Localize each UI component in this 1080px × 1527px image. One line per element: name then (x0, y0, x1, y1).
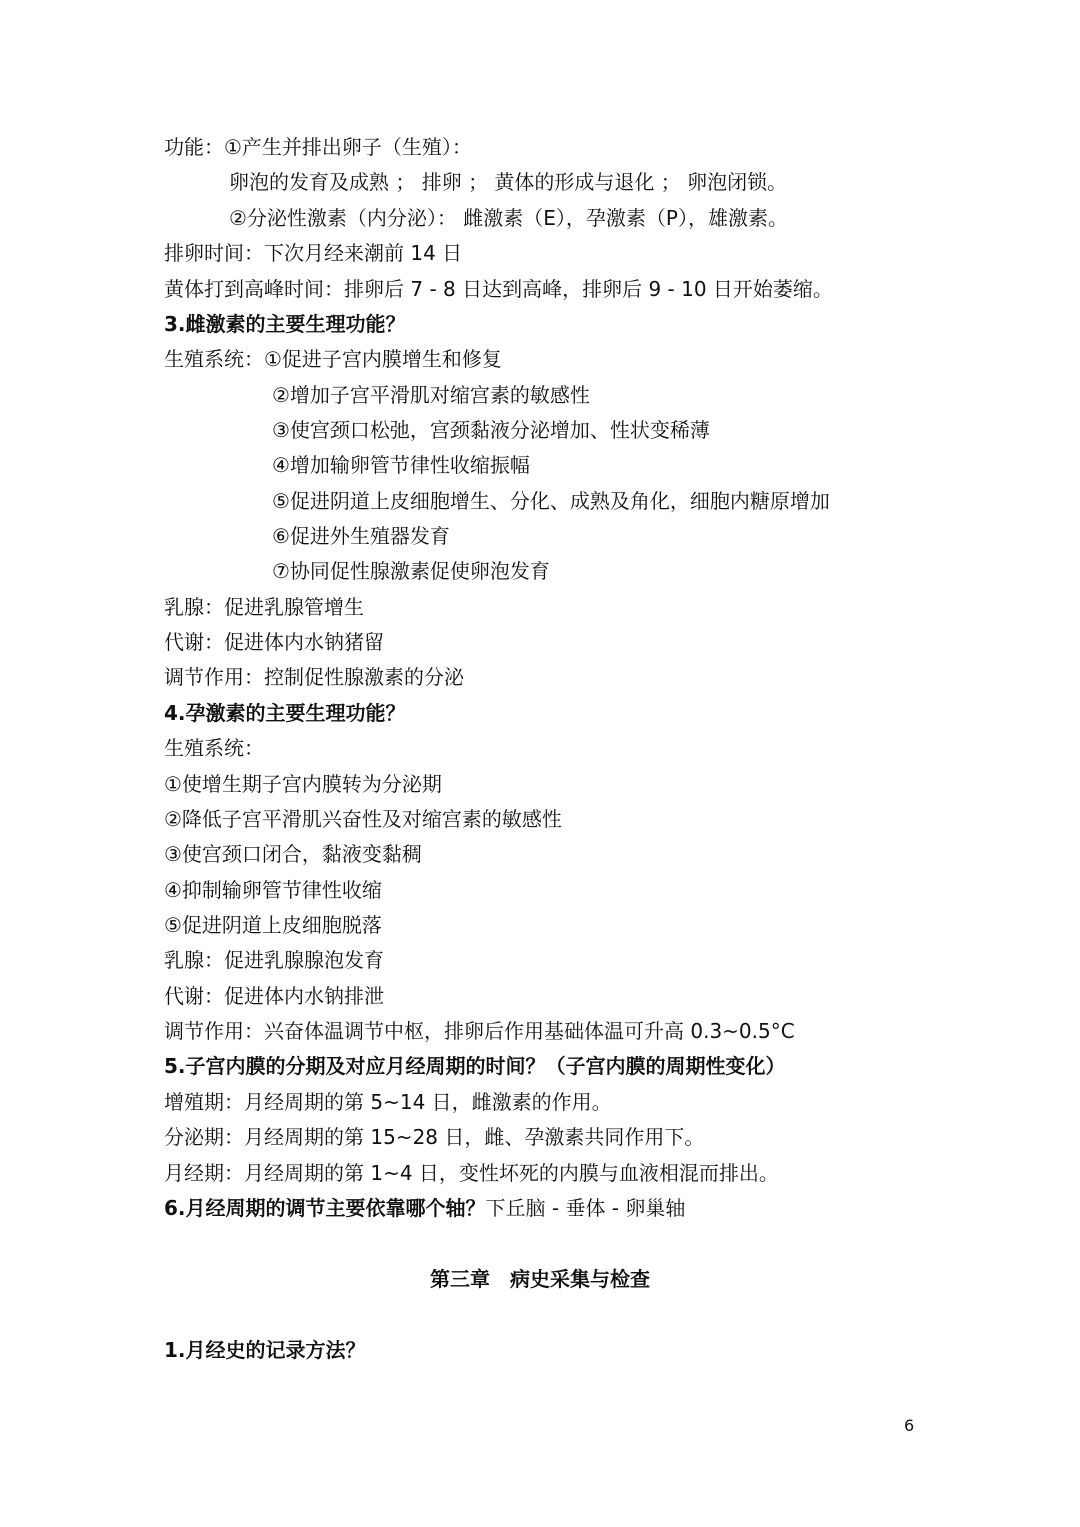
text-line: 代谢：促进体内水钠猪留 (164, 630, 384, 654)
text-line: 黄体打到高峰时间：排卵后 7 - 8 日达到高峰，排卵后 9 - 10 日开始萎缩。 (164, 277, 833, 301)
section-heading: 3.雌激素的主要生理功能？ (164, 312, 406, 336)
text-line (0, 1195, 1080, 1221)
text-line: 代谢：促进体内水钠排泄 (164, 984, 384, 1008)
list-item: ③使宫颈口松弛，宫颈黏液分泌增加、性状变稀薄 (272, 418, 710, 442)
list-item: ④抑制输卵管节律性收缩 (164, 878, 382, 902)
list-item: ⑥促进外生殖器发育 (272, 524, 450, 548)
text-line: 调节作用：控制促性腺激素的分泌 (164, 665, 464, 689)
section-heading: 5.子宫内膜的分期及对应月经周期的时间？（子宫内膜的周期性变化） (164, 1054, 786, 1078)
text-line: 分泌期：月经周期的第 15~28 日，雌、孕激素共同作用下。 (164, 1125, 705, 1149)
page-number: 6 (904, 1416, 915, 1435)
list-item: ⑦协同促性腺激素促使卵泡发育 (272, 559, 550, 583)
list-item: ①使增生期子宫内膜转为分泌期 (164, 772, 442, 796)
text-line: 生殖系统：①促进子宫内膜增生和修复 (164, 347, 502, 371)
text-line: 增殖期：月经周期的第 5~14 日，雌激素的作用。 (164, 1090, 612, 1114)
text-line: 卵泡的发育及成熟 ； 排卵 ； 黄体的形成与退化 ； 卵泡闭锁。 (229, 170, 788, 194)
list-item: ④增加输卵管节律性收缩振幅 (272, 453, 530, 477)
list-item: ③使宫颈口闭合，黏液变黏稠 (164, 842, 422, 866)
text-line: ②分泌性激素（内分泌）： 雌激素（E），孕激素（P），雄激素。 (229, 206, 788, 230)
section-heading: 6.月经周期的调节主要依靠哪个轴？ (164, 1196, 486, 1220)
text-line: 乳腺：促进乳腺腺泡发育 (164, 948, 384, 972)
text-line: 乳腺：促进乳腺管增生 (164, 595, 364, 619)
text-line: 生殖系统： (164, 736, 264, 760)
section-heading: 4.孕激素的主要生理功能？ (164, 701, 406, 725)
list-item: ②增加子宫平滑肌对缩宫素的敏感性 (272, 383, 590, 407)
text-line: 排卵时间：下次月经来潮前 14 日 (164, 241, 463, 265)
list-item: ②降低子宫平滑肌兴奋性及对缩宫素的敏感性 (164, 807, 562, 831)
list-item: ⑤促进阴道上皮细胞脱落 (164, 913, 382, 937)
text-line: 月经期：月经周期的第 1~4 日，变性坏死的内膜与血液相混而排出。 (164, 1161, 779, 1185)
answer-text: 下丘脑 - 垂体 - 卵巢轴 (485, 1196, 686, 1220)
text-line: 调节作用：兴奋体温调节中枢，排卵后作用基础体温可升高 0.3~0.5°C (164, 1019, 795, 1043)
text-line: 功能：①产生并排出卵子（生殖）： (164, 135, 472, 159)
section-heading: 1.月经史的记录方法？ (164, 1338, 366, 1362)
chapter-title: 第三章 病史采集与检查 (430, 1267, 650, 1291)
list-item: ⑤促进阴道上皮细胞增生、分化、成熟及角化，细胞内糖原增加 (272, 489, 830, 513)
